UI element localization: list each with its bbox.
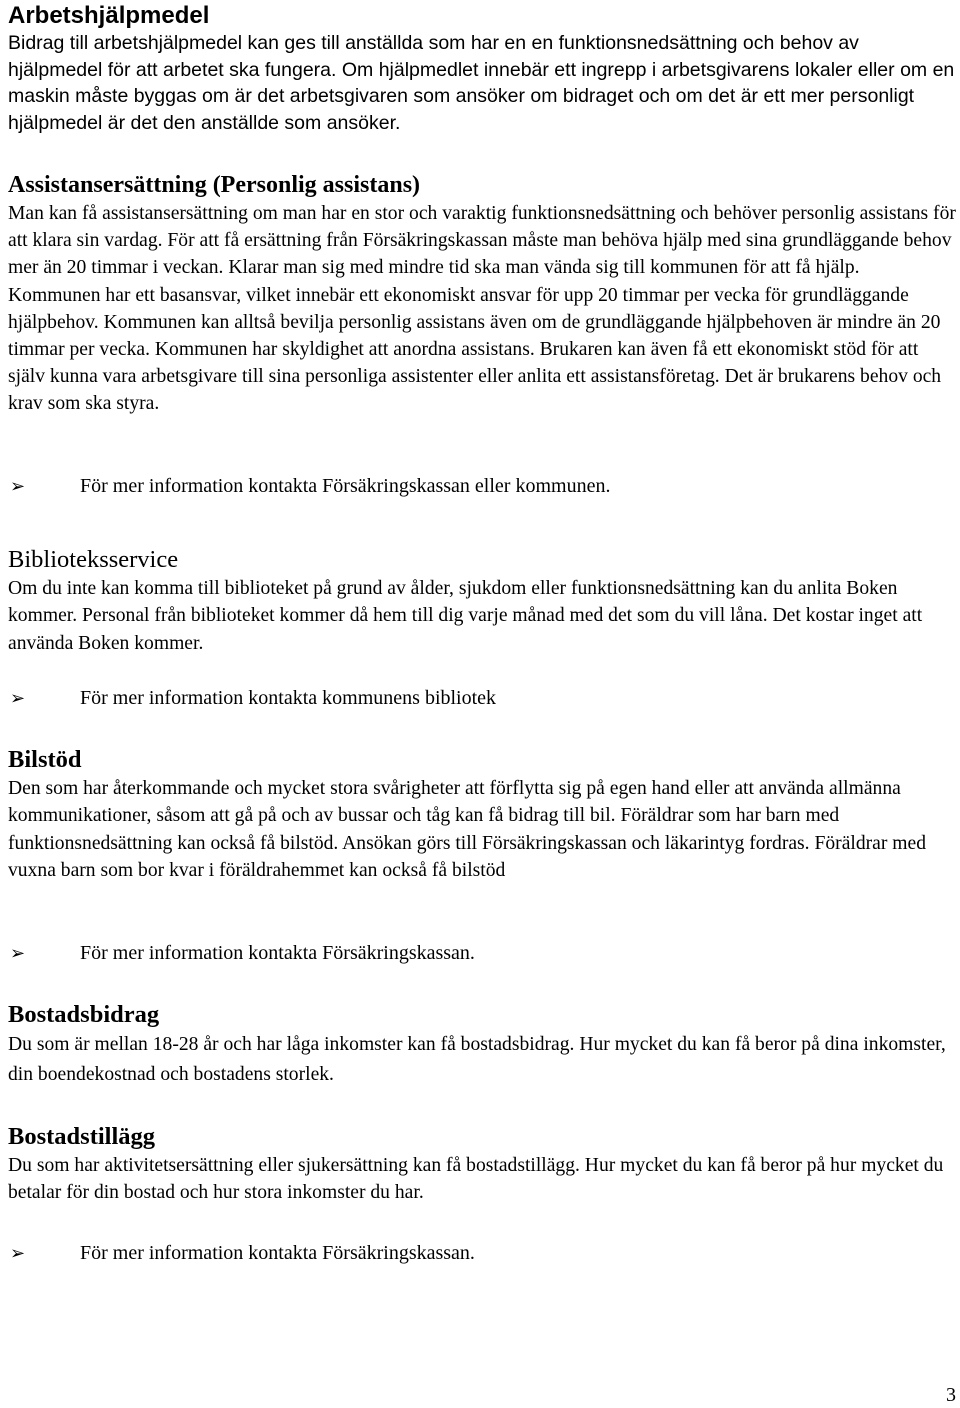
section-heading: Bostadsbidrag <box>8 1001 160 1028</box>
section-heading: Bostadstillägg <box>8 1123 156 1150</box>
section-body: Om du inte kan komma till biblioteket på grund av ålder, sjukdom eller funktionsnedsättning kan du anlita Boken kommer. Personal från biblioteket kommer då hem till dig varje månad med det som du vill låna. Det kostar inget att använda Boken kommer. <box>8 578 923 654</box>
section-body: Man kan få assistansersättning om man har en stor och varaktig funktionsnedsättning och behöver personlig assistans för att klara sin vardag. För att få ersättning från Försäkringskassan måste man behöva hjälp med sina grundläggande behov mer än 20 timmar i veckan. Klarar man sig med mindre tid ska man vända sig till kommunen för att få hjälp. Kommunen har ett basansvar, vilket innebär ett ekonomiskt ansvar för upp 20 timmar per vecka för grundläggande hjälpbehov. Kommunen kan alltså bevilja personlig assistans även om de grundläggande hjälpbehoven är mindre än 20 timmar per vecka. Kommunen har skyldighet att anordna assistans. Brukaren kan även få ett ekonomiskt stöd för att själv kunna vara arbetsgivare till sina personliga assistenter eller anlita ett assistansföretag. Det är brukarens behov och krav som ska styra. <box>8 203 956 415</box>
section-bilstod <box>8 745 958 885</box>
section-bostadstillagg <box>8 1122 956 1207</box>
arrow-bullet-icon: ➢ <box>10 476 26 496</box>
arrow-bullet-icon: ➢ <box>10 943 26 963</box>
section-body: Bidrag till arbetshjälpmedel kan ges till anställda som har en en funktionsnedsättning och behov av hjälpmedel för att arbetet ska fungera. Om hjälpmedlet innebär ett ingrepp i arbetsgivarens lokaler eller om en maskin måste byggas om är det arbetsgivaren som ansöker om bidraget och om det är ett mer personligt hjälpmedel är det den anställde som ansöker. <box>8 32 955 134</box>
section-body: Du som har aktivitetsersättning eller sjukersättning kan få bostadstillägg. Hur mycket du kan få beror på hur mycket du betalar för din bostad och hur stora inkomster du har. <box>8 1155 944 1204</box>
section-heading: Bilstöd <box>8 746 82 773</box>
section-body: Den som har återkommande och mycket stora svårigheter att förflytta sig på egen hand eller att använda allmänna kommunikationer, såsom att gå på och av bussar och tåg kan få bidrag till bil. Föräldrar som har barn med funktionsnedsättning kan också få bilstöd. Ansökan görs till Försäkringskassan och läkarintyg fordras. Föräldrar med vuxna barn som bor kvar i föräldrahemmet kan också få bilstöd <box>8 778 927 882</box>
bullet-text: För mer information kontakta Försäkringskassan. <box>80 942 475 964</box>
arrow-bullet-icon: ➢ <box>10 1243 26 1263</box>
section-heading: Biblioteksservice <box>8 546 179 573</box>
info-bullet-bilstod <box>8 940 475 966</box>
section-biblioteksservice <box>8 545 956 657</box>
section-assistansersattning <box>8 170 956 418</box>
section-heading: Assistansersättning (Personlig assistans) <box>8 172 421 198</box>
info-bullet-bibliotek <box>8 685 496 711</box>
info-bullet-assistans <box>8 473 610 499</box>
section-bostadsbidrag <box>8 1000 956 1090</box>
bullet-text: För mer information kontakta Försäkringskassan eller kommunen. <box>80 475 611 497</box>
section-body: Du som är mellan 18-28 år och har låga inkomster kan få bostadsbidrag. Hur mycket du kan få beror på dina inkomster, din boendekostnad och bostadens storlek. <box>8 1034 946 1085</box>
section-heading: Arbetshjälpmedel <box>8 2 210 29</box>
arrow-bullet-icon: ➢ <box>10 688 26 708</box>
info-bullet-bostadstillagg <box>8 1240 475 1266</box>
bullet-text: För mer information kontakta kommunens bibliotek <box>80 687 497 709</box>
bullet-text: För mer information kontakta Försäkringskassan. <box>80 1242 475 1264</box>
page-number: 3 <box>946 1384 956 1406</box>
section-arbetshjalpmedel <box>8 2 956 136</box>
